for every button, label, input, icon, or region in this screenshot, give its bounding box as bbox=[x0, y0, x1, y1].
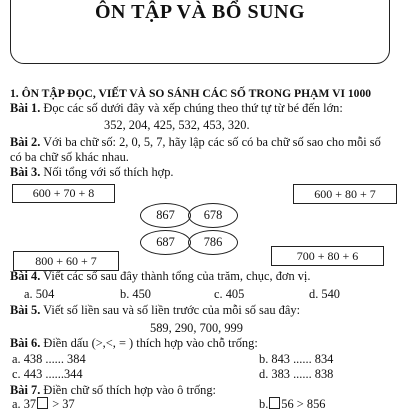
exercise-2-text-cont: có ba chữ số khác nhau. bbox=[10, 150, 129, 164]
exercise-4-item: a. 504 bbox=[24, 287, 55, 301]
exercise-4-text: Viết các số sau đây thành tổng của trăm, chục, đơn vị. bbox=[40, 269, 311, 283]
number-oval[interactable]: 678 bbox=[188, 203, 238, 228]
exercise-4-label: Bài 4. bbox=[10, 269, 41, 283]
exercise-4-item: c. 405 bbox=[214, 287, 245, 301]
exercise-5-label: Bài 5. bbox=[10, 303, 41, 317]
exercise-7-a-start: a. 37 bbox=[12, 397, 37, 411]
exercise-7-item-b bbox=[259, 397, 325, 412]
sum-box[interactable]: 800 + 60 + 7 bbox=[13, 251, 119, 271]
exercise-7-b-end: 56 > 856 bbox=[281, 397, 326, 411]
exercise-1-text: Đọc các số dưới đây và xếp chúng theo thứ tự từ bé đến lớn: bbox=[40, 101, 343, 115]
exercise-4-item: b. 450 bbox=[120, 287, 151, 301]
exercise-7-b-start: b. bbox=[259, 397, 269, 411]
exercise-2 bbox=[10, 135, 381, 150]
exercise-1 bbox=[10, 101, 343, 116]
sum-box[interactable]: 600 + 70 + 8 bbox=[12, 184, 115, 203]
exercise-7-label: Bài 7. bbox=[10, 383, 41, 397]
exercise-6-item: d. 383 ...... 838 bbox=[259, 367, 334, 381]
answer-box[interactable] bbox=[37, 397, 48, 409]
exercise-6 bbox=[10, 336, 258, 351]
exercise-7-item-a bbox=[12, 397, 75, 412]
title-frame bbox=[10, 0, 390, 64]
exercise-3 bbox=[10, 165, 174, 180]
exercise-6-item: c. 443 ......344 bbox=[12, 367, 83, 381]
exercise-6-item: b. 843 ...... 834 bbox=[259, 352, 334, 366]
exercise-7-text: Điền chữ số thích hợp vào ô trống: bbox=[40, 383, 216, 397]
section-heading: 1. ÔN TẬP ĐỌC, VIẾT VÀ SO SÁNH CÁC SỐ TRONG PHẠM VI 1000 bbox=[10, 87, 372, 100]
exercise-1-label: Bài 1. bbox=[10, 101, 41, 115]
exercise-6-item: a. 438 ...... 384 bbox=[12, 352, 86, 366]
exercise-4 bbox=[10, 269, 310, 284]
exercise-5-numbers: 589, 290, 700, 999 bbox=[150, 321, 243, 335]
exercise-3-text: Nối tổng với số thích hợp. bbox=[40, 165, 174, 179]
sum-box[interactable]: 600 + 80 + 7 bbox=[293, 184, 397, 204]
exercise-6-text: Điền dấu (>,<, = ) thích hợp vào chỗ trống: bbox=[40, 336, 258, 350]
exercise-4-item: d. 540 bbox=[309, 287, 340, 301]
exercise-2-text: Với ba chữ số: 2, 0, 5, 7, hãy lập các số có ba chữ số sao cho mỗi số bbox=[40, 135, 381, 149]
exercise-3-label: Bài 3. bbox=[10, 165, 41, 179]
exercise-1-numbers: 352, 204, 425, 532, 453, 320. bbox=[104, 118, 250, 132]
number-oval[interactable]: 687 bbox=[140, 230, 191, 255]
number-oval[interactable]: 786 bbox=[188, 230, 238, 255]
exercise-5-text: Viết số liền sau và số liền trước của mỗi số sau đây: bbox=[40, 303, 301, 317]
sum-box[interactable]: 700 + 80 + 6 bbox=[271, 246, 384, 266]
page-title: ÔN TẬP VÀ BỔ SUNG bbox=[94, 1, 306, 23]
exercise-5 bbox=[10, 303, 300, 318]
answer-box[interactable] bbox=[269, 397, 280, 409]
exercise-7 bbox=[10, 383, 216, 398]
exercise-7-a-mid: > 37 bbox=[49, 397, 75, 411]
exercise-6-label: Bài 6. bbox=[10, 336, 41, 350]
number-oval[interactable]: 867 bbox=[140, 203, 191, 228]
exercise-2-label: Bài 2. bbox=[10, 135, 41, 149]
